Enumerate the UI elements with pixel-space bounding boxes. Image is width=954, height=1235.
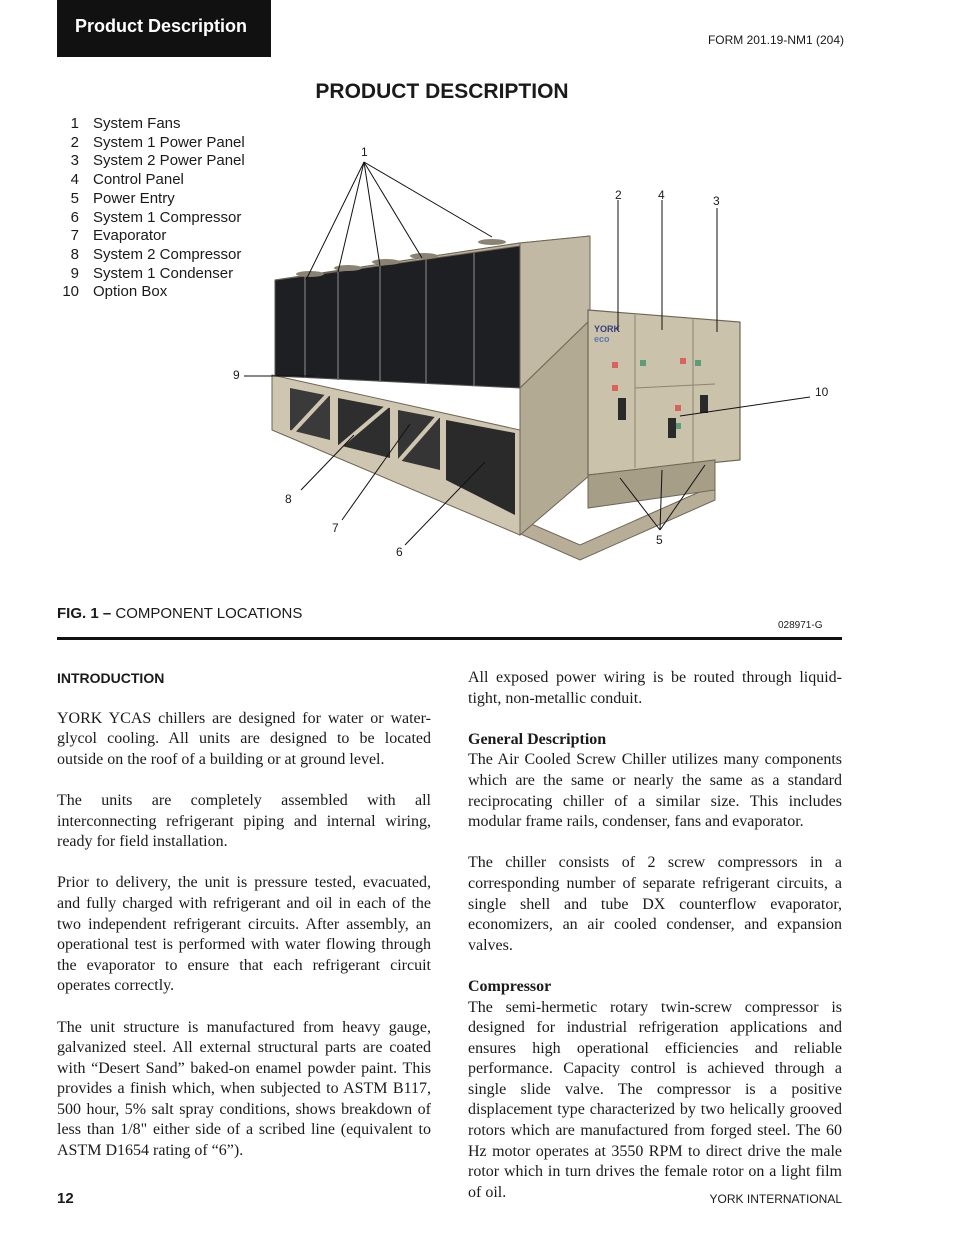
- legend-item: [57, 283, 245, 302]
- figure-caption: [57, 605, 302, 622]
- introduction-heading: INTRODUCTION: [57, 670, 165, 686]
- legend-label: System 2 Compressor: [93, 245, 242, 263]
- callout-7: 7: [332, 521, 339, 535]
- legend-label: System 2 Power Panel: [93, 152, 245, 170]
- section-tab-label: Product Description: [75, 16, 248, 36]
- legend-item: [57, 190, 245, 209]
- legend-item: [57, 115, 245, 134]
- legend-item: [57, 171, 245, 190]
- legend-item: [57, 209, 245, 228]
- legend-number: 6: [70, 208, 79, 226]
- callout-9: 9: [233, 368, 240, 382]
- chiller-figure: [230, 140, 840, 565]
- legend-label: System 1 Condenser: [93, 264, 234, 282]
- legend-number: 1: [70, 115, 79, 132]
- page-number: 12: [57, 1190, 74, 1207]
- figure-caption-text: COMPONENT LOCATIONS: [115, 605, 303, 622]
- legend-item: [57, 227, 245, 246]
- callout-8: 8: [285, 492, 292, 506]
- legend-number: 7: [70, 227, 79, 245]
- paragraph: The unit structure is manufactured from heavy gauge, galvanized steel. All external structural parts are coated with “Desert Sand” baked-on enamel powder paint. This provides a finish which, when subjected to ASTM B117, 500 hour, 5% salt spray conditions, shows breakdown of less than 1/8" either side of a scribed line (equivalent to ASTM D1654 rating of “6”).: [57, 1018, 431, 1160]
- component-legend: [57, 115, 245, 302]
- legend-label: Power Entry: [93, 189, 175, 207]
- legend-number: 10: [62, 283, 79, 301]
- section-tab: [57, 0, 271, 57]
- paragraph: YORK YCAS chillers are designed for water or water-glycol cooling. All units are designed to be located outside on the roof of a building or at ground level.: [57, 709, 431, 768]
- legend-item: [57, 246, 245, 265]
- legend-item: [57, 134, 245, 153]
- legend-number: 3: [70, 152, 79, 170]
- chiller-illustration: [230, 140, 840, 565]
- paragraph: Prior to delivery, the unit is pressure tested, evacuated, and fully charged with refrigerant and oil in each of the two independent refrigerant circuits. After assembly, an operational test is performed with water flowing through the evaporator to ensure that each refrigerant circuit operates correctly.: [57, 874, 431, 995]
- legend-label: System 1 Power Panel: [93, 133, 245, 151]
- legend-item: [57, 265, 245, 284]
- legend-item: [57, 152, 245, 171]
- legend-label: Evaporator: [93, 227, 167, 245]
- callout-2: 2: [615, 188, 622, 202]
- legend-number: 9: [70, 264, 79, 282]
- paragraph: The semi-hermetic rotary twin-screw compressor is designed for industrial refrigeration applications and ensures high operational efficiencies and reliable performance. Capacity control is achieved through a single slide valve. The compressor is a positive displacement type characterized by two helically grooved rotors which are manufactured from forged steel. The 60 Hz motor operates at 3550 RPM to direct drive the male rotor which in turn drives the female rotor on a light film of oil.: [468, 998, 842, 1201]
- section-divider: [57, 637, 842, 640]
- legend-label: Option Box: [93, 283, 168, 301]
- paragraph: The Air Cooled Screw Chiller utilizes many components which are the same or nearly the same as a standard reciprocating chiller of a similar size. This includes modular frame rails, condenser, fans and evaporator.: [468, 751, 842, 831]
- legend-label: System Fans: [93, 115, 181, 132]
- legend-number: 4: [70, 171, 79, 189]
- legend-number: 5: [70, 189, 79, 207]
- form-number: FORM 201.19-NM1 (204): [707, 33, 844, 47]
- legend-number: 8: [70, 245, 79, 263]
- callout-6: 6: [396, 545, 403, 559]
- callout-3: 3: [713, 194, 720, 208]
- paragraph: The chiller consists of 2 screw compressors in a corresponding number of separate refrigerant circuits, a single shell and tube DX counterflow evaporator, economizers, an air cooled condenser, and expansion valves.: [468, 854, 842, 954]
- paragraph: All exposed power wiring is be routed through liquid-tight, non-metallic conduit.: [468, 669, 842, 707]
- legend-label: Control Panel: [93, 171, 184, 189]
- footer-company: YORK INTERNATIONAL: [709, 1192, 842, 1206]
- brand-mark: YORK: [594, 324, 621, 334]
- legend-label: System 1 Compressor: [93, 208, 242, 226]
- compressor-heading: Compressor: [468, 977, 552, 995]
- right-column: [468, 668, 842, 1224]
- page-title: PRODUCT DESCRIPTION: [315, 80, 569, 103]
- brand-mark-eco: eco: [594, 334, 610, 344]
- left-column: [57, 668, 431, 1182]
- legend-number: 2: [70, 133, 79, 151]
- figure-caption-prefix: FIG. 1 –: [57, 605, 112, 622]
- callout-1: 1: [361, 145, 368, 159]
- callout-5: 5: [656, 533, 663, 547]
- paragraph: The units are completely assembled with all interconnecting refrigerant piping and internal wiring, ready for field installation.: [57, 791, 431, 851]
- callout-10: 10: [815, 385, 829, 399]
- general-description-heading: General Description: [468, 730, 607, 748]
- figure-code: 028971-G: [778, 620, 823, 631]
- callout-4: 4: [658, 188, 665, 202]
